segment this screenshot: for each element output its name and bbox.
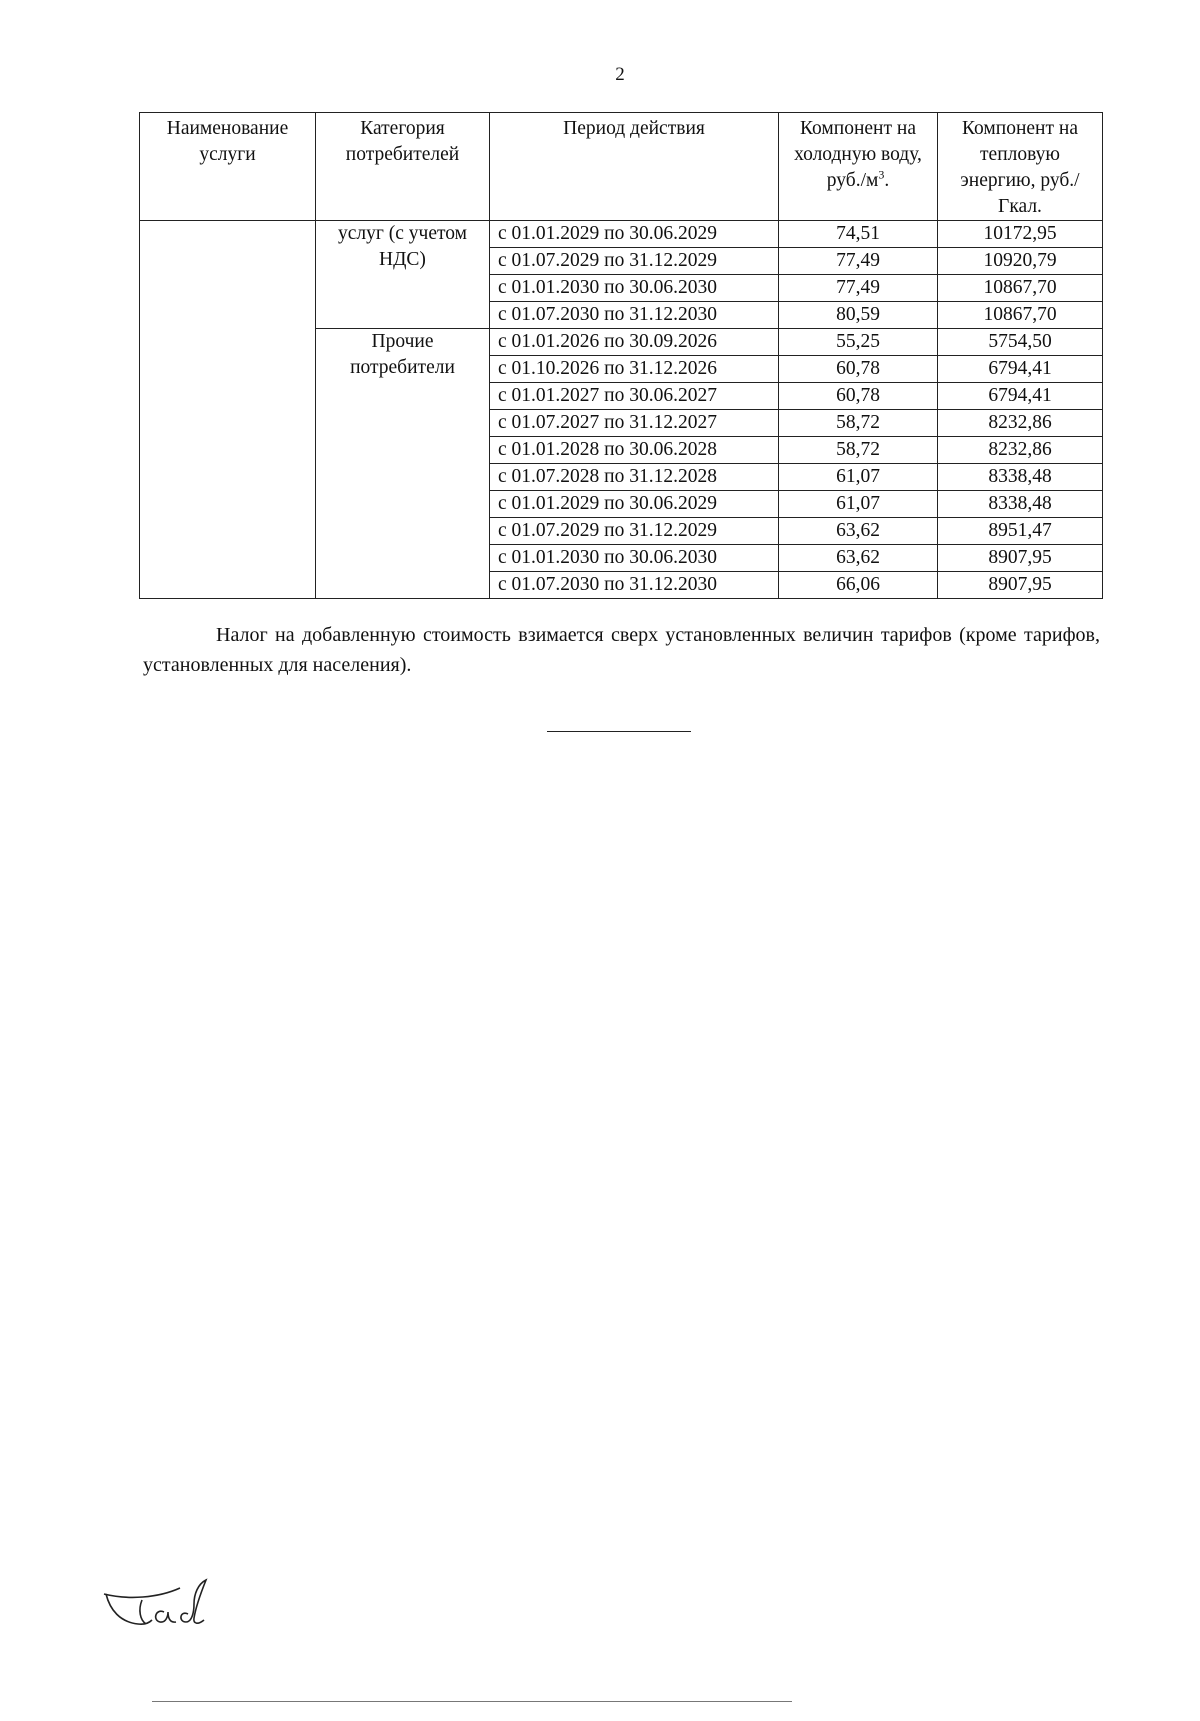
period-cell: с 01.07.2030 по 31.12.2030 (490, 572, 779, 599)
cold-water-cell: 77,49 (779, 275, 938, 302)
header-cold-water-text: Компонент на холодную воду, руб./м (794, 118, 922, 191)
cold-water-cell: 74,51 (779, 221, 938, 248)
period-cell: с 01.07.2029 по 31.12.2029 (490, 248, 779, 275)
header-cold-water-sup: 3 (878, 167, 885, 182)
heat-cell: 8338,48 (938, 491, 1103, 518)
header-cold-water (779, 113, 938, 221)
period-cell: с 01.01.2029 по 30.06.2029 (490, 221, 779, 248)
heat-cell: 10867,70 (938, 275, 1103, 302)
header-period: Период действия (490, 113, 779, 221)
tariff-table (139, 112, 1103, 599)
page-number: 2 (615, 64, 625, 85)
heat-cell: 8907,95 (938, 545, 1103, 572)
service-cell (140, 221, 316, 599)
category-cell: Прочие потребители (316, 329, 490, 599)
cold-water-cell: 60,78 (779, 356, 938, 383)
cold-water-cell: 63,62 (779, 518, 938, 545)
header-category: Категория потребителей (316, 113, 490, 221)
period-cell: с 01.10.2026 по 31.12.2026 (490, 356, 779, 383)
cold-water-cell: 63,62 (779, 545, 938, 572)
cold-water-cell: 58,72 (779, 437, 938, 464)
period-cell: с 01.07.2027 по 31.12.2027 (490, 410, 779, 437)
heat-cell: 6794,41 (938, 383, 1103, 410)
heat-cell: 8907,95 (938, 572, 1103, 599)
bottom-rule (152, 1701, 792, 1702)
period-cell: с 01.01.2030 по 30.06.2030 (490, 545, 779, 572)
period-cell: с 01.07.2029 по 31.12.2029 (490, 518, 779, 545)
cold-water-cell: 61,07 (779, 464, 938, 491)
table-header-row (140, 113, 1103, 221)
heat-cell: 10172,95 (938, 221, 1103, 248)
period-cell: с 01.01.2027 по 30.06.2027 (490, 383, 779, 410)
cold-water-cell: 61,07 (779, 491, 938, 518)
period-cell: с 01.01.2028 по 30.06.2028 (490, 437, 779, 464)
period-cell: с 01.01.2026 по 30.09.2026 (490, 329, 779, 356)
heat-cell: 6794,41 (938, 356, 1103, 383)
cold-water-cell: 80,59 (779, 302, 938, 329)
end-rule (547, 731, 691, 732)
heat-cell: 8232,86 (938, 437, 1103, 464)
heat-cell: 8338,48 (938, 464, 1103, 491)
vat-note: Налог на добавленную стоимость взимается сверх установленных величин тарифов (кроме тарифов, установленных для населения). (143, 624, 1100, 676)
heat-cell: 8232,86 (938, 410, 1103, 437)
header-cold-water-suffix: . (884, 170, 890, 191)
heat-cell: 10867,70 (938, 302, 1103, 329)
heat-cell: 8951,47 (938, 518, 1103, 545)
cold-water-cell: 58,72 (779, 410, 938, 437)
heat-cell: 10920,79 (938, 248, 1103, 275)
period-cell: с 01.01.2029 по 30.06.2029 (490, 491, 779, 518)
period-cell: с 01.07.2028 по 31.12.2028 (490, 464, 779, 491)
cold-water-cell: 55,25 (779, 329, 938, 356)
category-cell: услуг (с учетом НДС) (316, 221, 490, 329)
cold-water-cell: 77,49 (779, 248, 938, 275)
period-cell: с 01.07.2030 по 31.12.2030 (490, 302, 779, 329)
cold-water-cell: 60,78 (779, 383, 938, 410)
table-row (140, 221, 1103, 248)
table-body (140, 221, 1103, 599)
header-service: Наименование услуги (140, 113, 316, 221)
signature (98, 1576, 218, 1645)
heat-cell: 5754,50 (938, 329, 1103, 356)
cold-water-cell: 66,06 (779, 572, 938, 599)
period-cell: с 01.01.2030 по 30.06.2030 (490, 275, 779, 302)
header-heat: Компонент на тепловую энергию, руб./Гкал. (938, 113, 1103, 221)
handwritten-signature (98, 1576, 218, 1640)
